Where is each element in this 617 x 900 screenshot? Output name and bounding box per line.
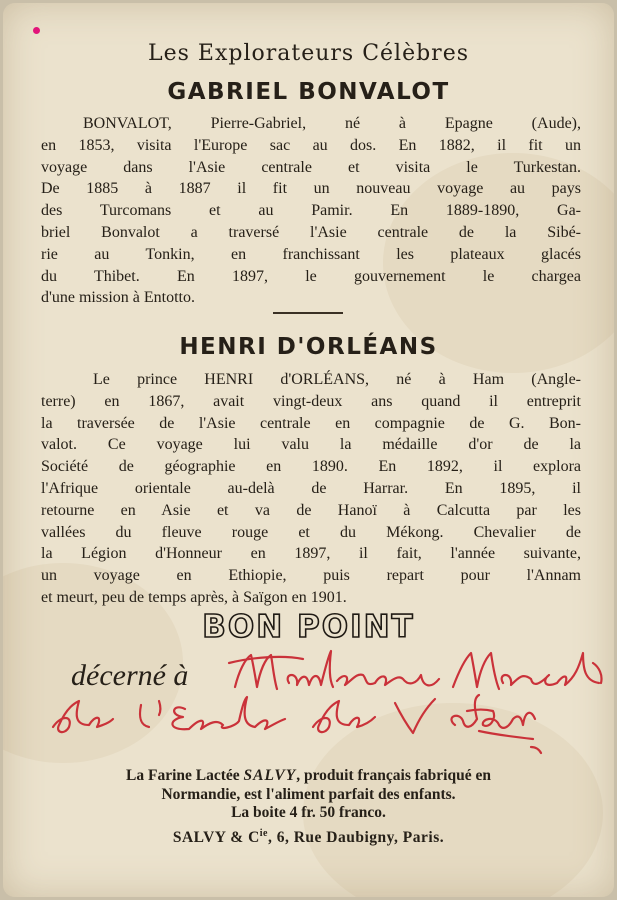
bio-line: voyage dans l'Asie centrale et visita le Turkestan. xyxy=(41,158,581,176)
bio-line: valot. Ce voyage lui valu la médaille d'or de la xyxy=(41,436,581,454)
bio-line: du Thibet. En 1897, le gouvernement le chargea xyxy=(41,267,581,285)
bio-line: Société de géographie en 1890. En 1892, il explora xyxy=(41,458,581,476)
company-suffix: ie xyxy=(259,828,268,839)
price-line: La boite 4 fr. 50 franco. xyxy=(231,804,386,821)
bio-line: des Turcomans et au Pamir. En 1889-1890, Ga- xyxy=(41,202,581,220)
bio-line: un voyage en Ethiopie, puis repart pour l'Annam xyxy=(41,567,581,585)
bio-line: retourne en Asie et va de Hanoï à Calcutta par les xyxy=(41,501,581,519)
bio-line: la Légion d'Honneur en 1897, il fait, l'année suivante, xyxy=(41,545,581,563)
brand-name: SALVY xyxy=(243,767,297,784)
explorer-name-bonvalot: GABRIEL BONVALOT xyxy=(167,79,450,105)
handwriting-stroke xyxy=(451,695,535,728)
bio-line: briel Bonvalot a traversé l'Asie centrale de la Sibé- xyxy=(41,223,581,241)
handwriting-stroke xyxy=(502,653,599,685)
bio-line: terre) en 1867, avait vingt-deux ans quand il entreprit xyxy=(41,392,581,410)
bio-line: en 1853, visita l'Europe sac au dos. En 1882, il fit un xyxy=(41,136,581,154)
series-title: Les Explorateurs Célèbres xyxy=(147,41,470,66)
handwritten-recipient xyxy=(3,3,614,763)
bio-line: vallées du fleuve rouge et du Mékong. Chevalier de xyxy=(41,523,581,541)
bio-line: rie au Tonkin, en franchissant les plateaux glacés xyxy=(41,245,581,263)
bio-line: l'Afrique orientale au-delà de Harrar. En 1895, il xyxy=(41,479,581,497)
trade-card xyxy=(3,3,614,897)
bio-line: Le prince HENRI d'ORLÉANS, né à Ham (Angle- xyxy=(93,371,581,388)
handwriting-stroke xyxy=(453,653,499,689)
handwriting-stroke xyxy=(395,699,435,733)
company-address xyxy=(3,824,614,848)
handwriting-stroke xyxy=(313,701,375,732)
handwriting-stroke xyxy=(337,675,439,686)
bio-line: BONVALOT, Pierre-Gabriel, né à Epagne (Aude), xyxy=(83,115,581,132)
bio-line: De 1885 à 1887 il fit un nouveau voyage au pays xyxy=(41,180,581,198)
handwriting-stroke xyxy=(53,701,113,732)
handwriting-stroke xyxy=(479,731,541,753)
bon-point-title: BON POINT xyxy=(202,609,415,645)
handwriting-stroke xyxy=(288,651,333,687)
handwriting-stroke xyxy=(172,697,285,729)
ad-text: La Farine Lactée xyxy=(126,767,244,784)
explorer-name-orleans: HENRI D'ORLÉANS xyxy=(179,334,438,360)
advertisement-line-2: Normandie, est l'aliment parfait des enfants. xyxy=(161,786,456,803)
advertisement-line-1 xyxy=(3,766,614,786)
bio-line: d'une mission à Entotto. xyxy=(41,289,195,307)
bio-line: et meurt, peu de temps après, à Saïgon en 1901. xyxy=(41,588,347,606)
handwriting-stroke xyxy=(593,663,602,683)
bio-line: la traversée de l'Asie centrale en compagnie de G. Bon- xyxy=(41,414,581,432)
awarded-to-label: décerné à xyxy=(71,659,189,692)
street-address: , 6, Rue Daubigny, Paris. xyxy=(267,829,445,847)
ad-text: , produit français fabriqué en xyxy=(296,767,491,784)
company-name: SALVY & C xyxy=(172,829,260,847)
handwriting-stroke xyxy=(140,701,161,727)
